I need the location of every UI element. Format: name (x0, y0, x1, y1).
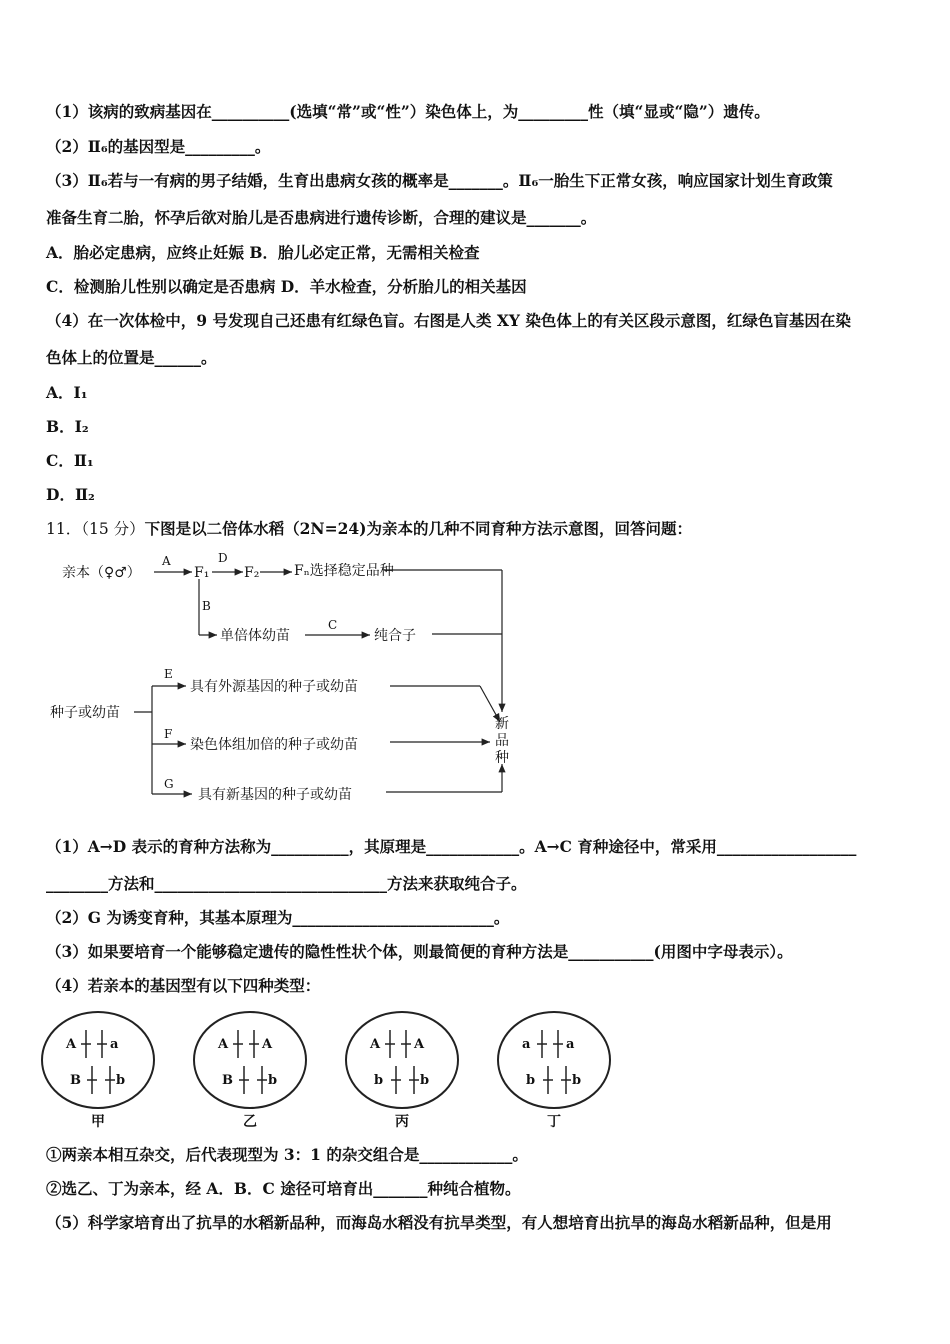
allele-bottom-left: B (70, 1073, 81, 1088)
flow-e-text: 具有外源基因的种子或幼苗 (190, 679, 358, 695)
flow-label-d: D (218, 551, 228, 565)
q11-stem: 下图是以二倍体水稻（2N=24)为亲本的几种不同育种方法示意图，回答问题： (144, 519, 692, 538)
q11-part1-line2: ________方法和______________________________方法来获取纯合子。 (46, 874, 527, 893)
flow-new-2: 品 (495, 733, 509, 749)
cell-label: 甲 (91, 1114, 105, 1130)
genotype-cells-diagram (40, 1008, 630, 1138)
q10-part2: （2）Ⅱ₆的基因型是_________。 (46, 137, 271, 156)
cell-outline (42, 1012, 154, 1108)
q11-part5: （5）科学家培育出了抗旱的水稻新品种，而海岛水稻没有抗旱类型，有人想培育出抗旱的海岛水稻新品种，但是用 (46, 1213, 832, 1232)
allele-bottom-right: b (420, 1073, 430, 1088)
flow-haploid: 单倍体幼苗 (220, 628, 290, 644)
cell-outline (194, 1012, 306, 1108)
flow-label-b: B (202, 599, 211, 613)
flow-fn-select: Fₙ选择稳定品种 (294, 563, 394, 579)
flow-new-3: 种 (495, 750, 509, 766)
cell-label: 乙 (243, 1114, 257, 1130)
allele-bottom-right: b (268, 1073, 278, 1088)
q10-part3-line1: （3）Ⅱ₆若与一有病的男子结婚，生育出患病女孩的概率是_______。Ⅱ₆一胎生下正常女孩，响应国家计划生育政策 (46, 171, 833, 190)
q11-number: 11． (46, 520, 82, 538)
flow-label-g: G (164, 777, 174, 791)
flow-g-text: 具有新基因的种子或幼苗 (198, 787, 352, 803)
flow-f1: F₁ (194, 565, 210, 581)
flow-f-text: 染色体组加倍的种子或幼苗 (190, 737, 358, 753)
q10-part3-line2: 准备生育二胎，怀孕后欲对胎儿是否患病进行遗传诊断，合理的建议是_______。 (46, 208, 597, 227)
allele-bottom-left: b (526, 1073, 536, 1088)
q10-option-cd: C．检测胎儿性别以确定是否患病 D．羊水检查，分析胎儿的相关基因 (46, 277, 527, 296)
q11-part3: （3）如果要培育一个能够稳定遗传的隐性性状个体，则最简便的育种方法是___________(用图中字母表示）。 (46, 942, 793, 961)
genotype-cell-4 (498, 1012, 610, 1130)
q11-part2: （2）G 为诱变育种，其基本原理为__________________________。 (46, 908, 510, 927)
q11-score: （15 分） (81, 520, 145, 538)
flow-label-e: E (164, 667, 173, 681)
cell-label: 丁 (547, 1114, 561, 1130)
q11-part4: （4）若亲本的基因型有以下四种类型： (46, 976, 321, 995)
q11-sub1: ①两亲本相互杂交，后代表现型为 3：1 的杂交组合是____________。 (46, 1145, 528, 1164)
breeding-flow-diagram (40, 548, 520, 808)
flow-label-c: C (328, 618, 338, 632)
flow-seed-label: 种子或幼苗 (50, 705, 120, 721)
genotype-cell-3 (346, 1012, 458, 1130)
allele-bottom-left: B (222, 1073, 233, 1088)
genotype-cell-1 (42, 1012, 154, 1130)
allele-top-left: a (522, 1037, 531, 1052)
q10-option-d: D．Ⅱ₂ (46, 485, 95, 504)
flow-label-f: F (164, 727, 173, 741)
allele-top-right: a (110, 1037, 119, 1052)
genotype-cell-2 (194, 1012, 306, 1130)
cell-label: 丙 (395, 1114, 409, 1130)
allele-top-right: a (566, 1037, 575, 1052)
allele-bottom-right: b (116, 1073, 126, 1088)
allele-top-left: A (66, 1037, 77, 1052)
q11-part1-line1: （1）A→D 表示的育种方法称为__________，其原理是____________。A→C 育种途径中，常采用__________________ (46, 837, 857, 856)
cell-outline (346, 1012, 458, 1108)
flow-new-1: 新 (495, 716, 509, 732)
q10-option-ab: A．胎必定患病，应终止妊娠 B．胎儿必定正常，无需相关检查 (46, 243, 480, 262)
q10-option-b: B．I₂ (46, 417, 89, 436)
q10-part4-line2: 色体上的位置是______。 (46, 348, 217, 367)
cell-outline (498, 1012, 610, 1108)
question-11-title (46, 519, 692, 539)
flow-pure-line: 纯合子 (374, 628, 416, 644)
allele-top-left: A (218, 1037, 229, 1052)
q10-part1: （1）该病的致病基因在__________(选填“常”或“性”）染色体上，为_________性（填“显或“隐”）遗传。 (46, 102, 770, 121)
flow-label-a: A (162, 554, 171, 568)
q11-sub2: ②选乙、丁为亲本，经 A．B．C 途径可培育出_______种纯合植物。 (46, 1179, 521, 1198)
q10-option-a: A．I₁ (46, 383, 88, 402)
allele-top-left: A (370, 1037, 381, 1052)
q10-part4-line1: （4）在一次体检中，9 号发现自己还患有红绿色盲。右图是人类 XY 染色体上的有关区段示意图，红绿色盲基因在染 (46, 311, 851, 330)
allele-bottom-left: b (374, 1073, 384, 1088)
q10-option-c: C．Ⅱ₁ (46, 451, 94, 470)
allele-top-right: A (414, 1037, 425, 1052)
allele-top-right: A (262, 1037, 273, 1052)
allele-bottom-right: b (572, 1073, 582, 1088)
flow-f2: F₂ (244, 565, 260, 581)
flow-parent-label: 亲本（♀♂） (62, 565, 141, 581)
